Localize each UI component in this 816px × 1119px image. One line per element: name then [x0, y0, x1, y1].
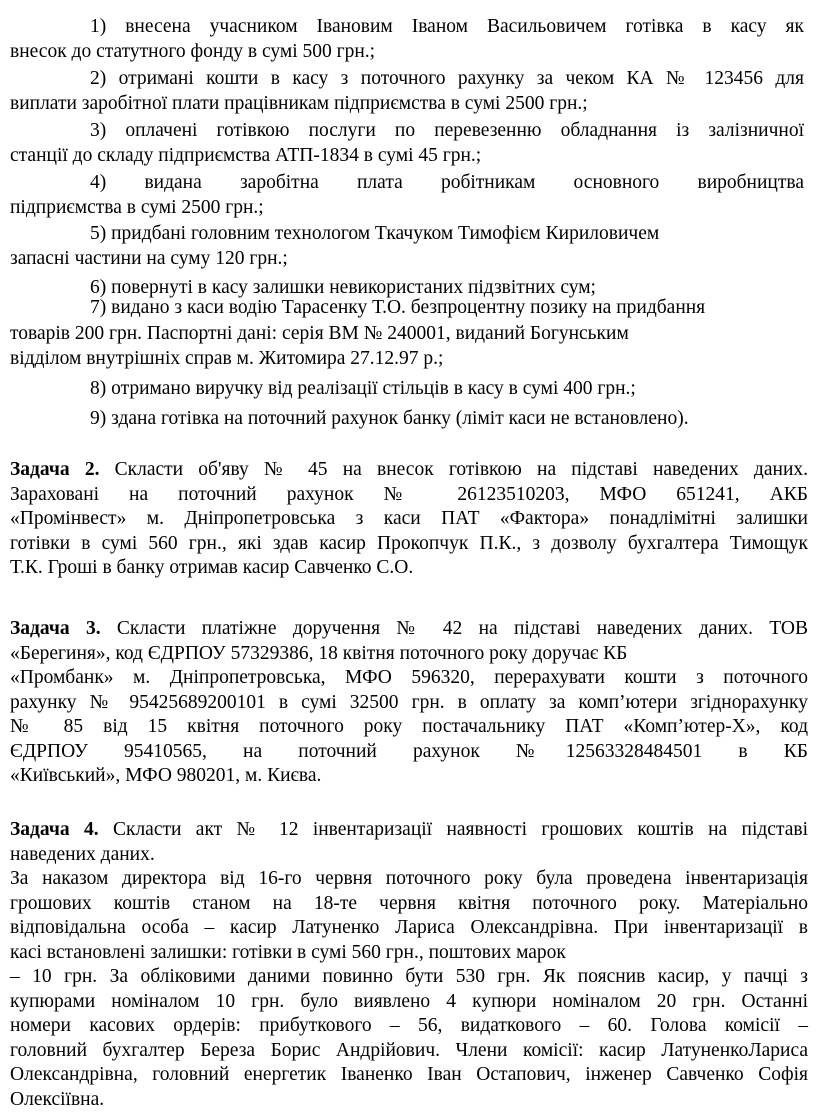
task-2-line-4: готівки в сумі 560 грн., які здав касир Прокопчук П.К., з дозволу бухгалтера Тимощук: [10, 532, 808, 554]
task-3-line-5: № 85 від 15 квітня поточного року постачальнику ПАТ «Комп’ютер-Х», код: [10, 716, 808, 737]
task-4-line-10: головний бухгалтер Береза Борис Андрійович. Члени комісії: касир ЛатуненкоЛариса: [10, 1039, 808, 1061]
task-4-line-3: За наказом директора від 16-го червня поточного року була проведена інвентаризація: [10, 868, 808, 889]
task-3-line-3: «Промбанк» м. Дніпропетровська, МФО 596320, перерахувати кошти з поточного: [10, 667, 808, 688]
task-2-line-3: «Промінвест» м. Дніпропетровська з каси ПАТ «Фактора» понадлімітні залишки: [10, 508, 808, 529]
task-4-line-12: Олексіївна.: [10, 1088, 105, 1110]
operation-5-line-1: 5) придбані головним технологом Ткачуком Тимофієм Кириловичем: [90, 223, 660, 244]
operation-3-line-2: станції до складу підприємства АТП-1834 в сумі 45 грн.;: [10, 145, 482, 166]
operation-1-line-1: 1) внесена учасником Івановим Іваном Васильовичем готівка в касу як: [90, 16, 804, 37]
task-3-line-2: «Берегиня», код ЄДРПОУ 57329386, 18 квітня поточного року доручає КБ: [10, 642, 628, 664]
task-3-line-6: ЄДРПОУ 95410565, на поточний рахунок №12563328484501 в КБ: [10, 740, 808, 762]
task-2: [10, 458, 808, 581]
task-4-line-8: купюрами номіналом 10 грн. було виявлено 4 купюри номіналом 20 грн. Останні: [10, 990, 808, 1012]
operation-6-line-1: 6) повернуті в касу залишки невикористаних підзвітних сум;: [90, 277, 596, 298]
task-4-line-11: Олександрівна, головний енергетик Іваненко Іван Остапович, інженер Савченко Софія: [10, 1064, 808, 1085]
task-3-line-1: Скласти платіжне доручення № 42 на підставі наведених даних. ТОВ: [100, 618, 809, 639]
operation-2-line-1: 2) отримані кошти в касу з поточного рахунку за чеком КА № 123456 для: [90, 68, 804, 89]
operation-2-line-2: виплати заробітної плати працівникам підприємства в сумі 2500 грн.;: [10, 93, 588, 114]
task-4-line-7: – 10 грн. За обліковими даними повинно бути 530 грн. Як пояснив касир, у пачці з: [10, 966, 808, 987]
task-4-heading: Задача 4.: [10, 819, 99, 840]
operation-3-line-1: 3) оплачені готівкою послуги по перевезенню обладнання із залізничної: [90, 120, 804, 141]
task-4-line-2: наведених даних.: [10, 843, 155, 865]
task-4-line-1: Скласти акт № 12 інвентаризації наявності грошових коштів на підставі: [98, 819, 809, 840]
task-4-line-6: касі встановлені залишки: готівки в сумі 560 грн., поштових марок: [10, 941, 566, 963]
task-4-line-4: грошових коштів станом на 18-те червня квітня поточного року. Матеріально: [10, 892, 808, 914]
operation-7-line-3: відділом внутрішніх справ м. Житомира 27.12.97 р.;: [10, 348, 444, 369]
task-3-line-4: рахунку № 95425689200101 в сумі 32500 грн. в оплату за комп’ютери згіднорахунку: [10, 691, 808, 713]
operation-4-line-1: 4) видана заробітна плата робітникам основного виробництва: [90, 172, 804, 193]
operation-8-line-1: 8) отримано виручку від реалізації стільців в касу в сумі 400 грн.;: [90, 378, 636, 399]
task-3-heading: Задача 3.: [10, 618, 101, 639]
operation-5-line-2: запасні частини на суму 120 грн.;: [10, 248, 288, 269]
task-2-line-2: Зараховані на поточний рахунок № 26123510203, МФО 651241, АКБ: [10, 483, 808, 505]
task-2-line-5: Т.К. Гроші в банку отримав касир Савченко С.О.: [10, 557, 414, 578]
operation-7-line-1: 7) видано з каси водію Тарасенку Т.О. безпроцентну позику на придбання: [90, 297, 706, 318]
task-4-line-9: номери касових ордерів: прибуткового – 56, видаткового – 60. Голова комісії –: [10, 1015, 808, 1036]
operation-4-line-2: підприємства в сумі 2500 грн.;: [10, 197, 264, 218]
operation-7-line-2: товарів 200 грн. Паспортні дані: серія ВМ № 240001, виданий Богунським: [10, 323, 629, 344]
operation-1-line-2: внесок до статутного фонду в сумі 500 грн.;: [10, 41, 376, 62]
task-3: [10, 617, 808, 789]
task-4-line-5: відповідальна особа – касир Латуненко Лариса Олександрівна. При інвентаризації в: [10, 917, 808, 938]
task-2-line-1: Скласти об'яву № 45 на внесок готівкою на підставі наведених даних.: [99, 459, 809, 480]
operation-9-line-1: 9) здана готівка на поточний рахунок банку (ліміт каси не встановлено).: [90, 408, 689, 429]
task-4: [10, 818, 808, 1112]
task-3-line-7: «Київський», МФО 980201, м. Києва.: [10, 765, 322, 786]
task-2-heading: Задача 2.: [10, 459, 100, 480]
